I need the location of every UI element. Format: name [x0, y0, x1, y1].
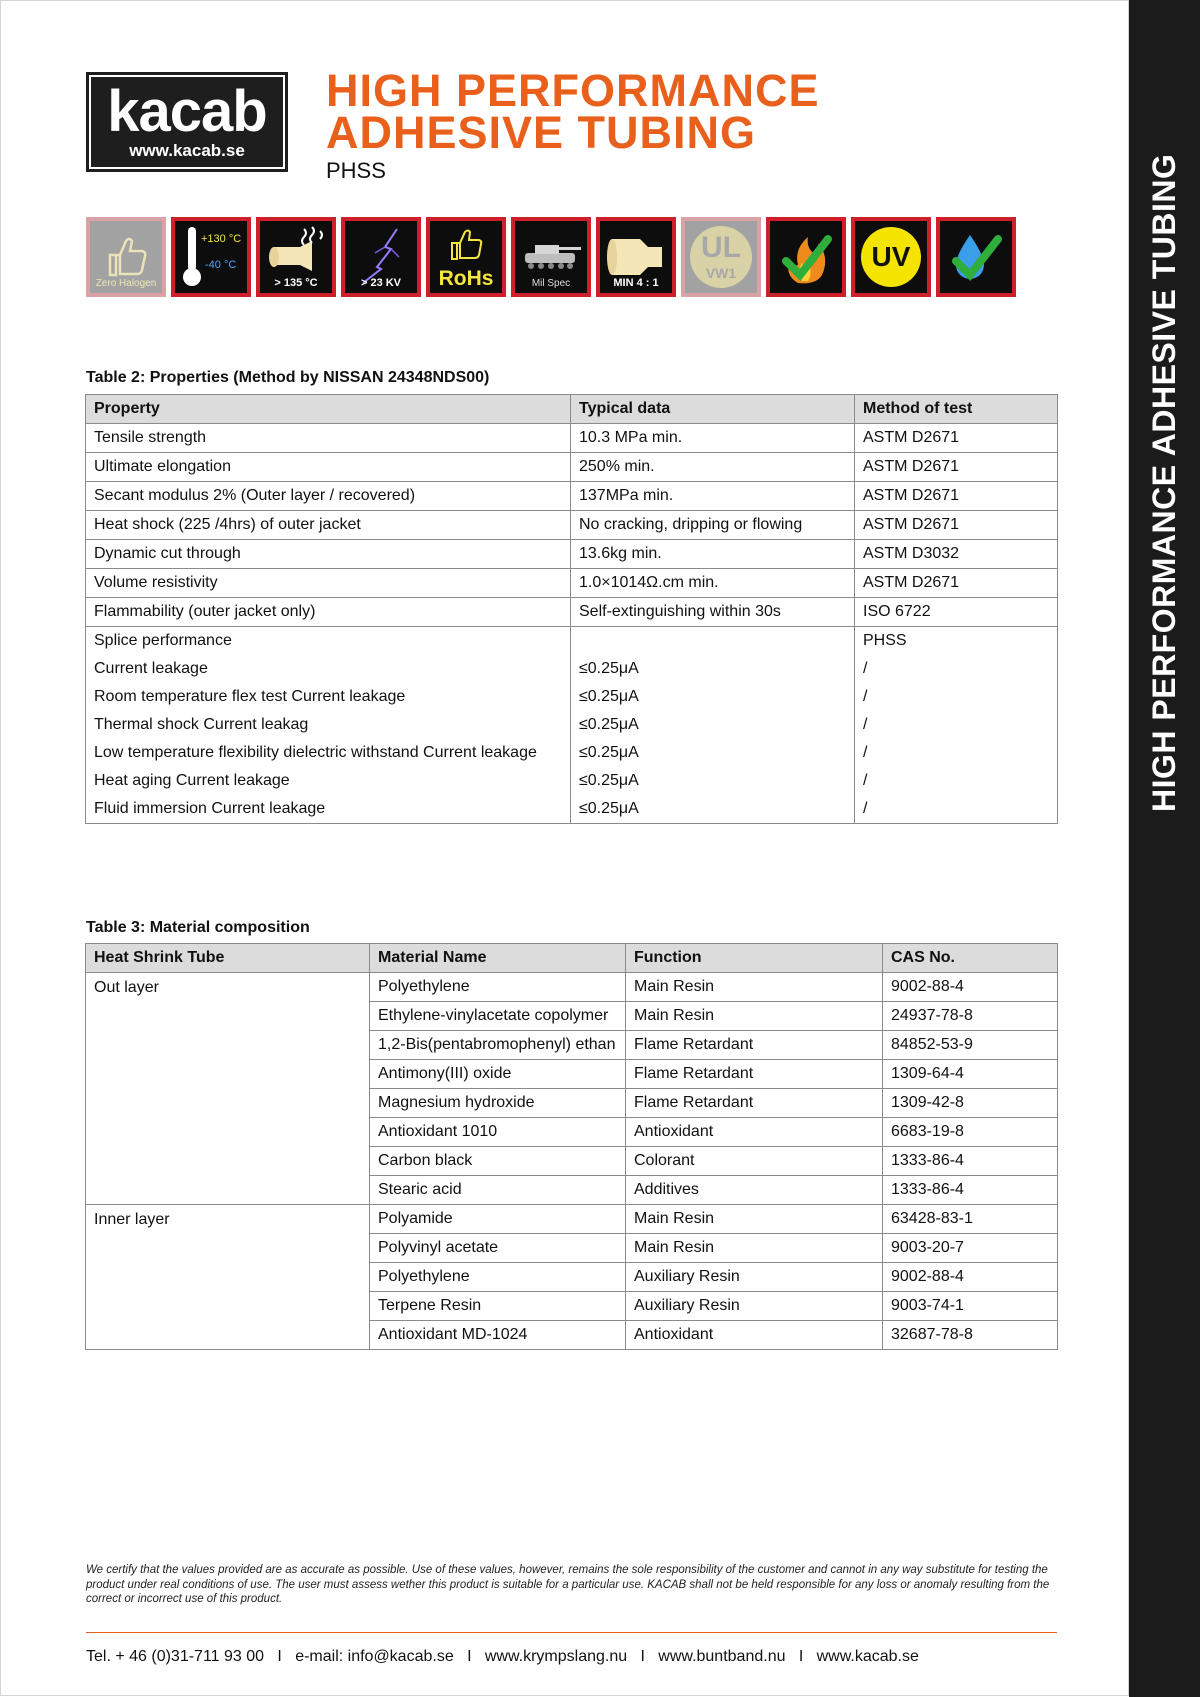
table-cell: Main Resin — [626, 1002, 883, 1031]
footer-contact — [86, 1648, 919, 1666]
table-row — [86, 511, 1058, 540]
table-cell: 24937-78-8 — [883, 1002, 1058, 1031]
column-header: Function — [626, 944, 883, 973]
logo-url: www.kacab.se — [129, 141, 245, 160]
table-row — [86, 973, 1058, 1002]
footer-separator: I — [640, 1648, 645, 1665]
table-cell: ≤0.25μA — [571, 711, 855, 739]
table-cell — [571, 627, 855, 656]
table-cell: / — [855, 739, 1058, 767]
table2-caption: Table 2: Properties (Method by NISSAN 24348NDS00) — [86, 369, 490, 386]
kacab-logo — [86, 72, 288, 172]
table-row — [86, 598, 1058, 627]
table-cell: / — [855, 795, 1058, 824]
column-header: Property — [86, 395, 571, 424]
footer-separator: I — [798, 1648, 804, 1665]
vw1-label: VW1 — [705, 265, 737, 281]
table-cell: Thermal shock Current leakag — [86, 711, 571, 739]
table-cell: 250% min. — [571, 453, 855, 482]
footer-phone: Tel. + 46 (0)31-711 93 00 — [86, 1648, 265, 1665]
table-cell: Antimony(III) oxide — [370, 1060, 626, 1089]
table-row — [86, 424, 1058, 453]
table-cell: 1309-64-4 — [883, 1060, 1058, 1089]
table-cell: Additives — [626, 1176, 883, 1205]
table-cell: 10.3 MPa min. — [571, 424, 855, 453]
rohs-icon — [426, 217, 506, 297]
table-cell: 9002-88-4 — [883, 1263, 1058, 1292]
footer-link-kacab[interactable]: www.kacab.se — [816, 1648, 919, 1665]
table-cell: ≤0.25μA — [571, 767, 855, 795]
table-cell: ASTM D3032 — [855, 540, 1058, 569]
icon-label: Zero Halogen — [95, 278, 157, 289]
table-cell: Flame Retardant — [626, 1060, 883, 1089]
footer-divider — [86, 1632, 1057, 1633]
table-row — [86, 1205, 1058, 1234]
table-cell: ASTM D2671 — [855, 511, 1058, 540]
table-cell: 1309-42-8 — [883, 1089, 1058, 1118]
table-cell: Volume resistivity — [86, 569, 571, 598]
table-cell: Magnesium hydroxide — [370, 1089, 626, 1118]
table-header-row — [86, 944, 1058, 973]
table-cell: Heat shock (225 /4hrs) of outer jacket — [86, 511, 571, 540]
water-resistant-icon — [936, 217, 1016, 297]
ul-vw1-icon — [681, 217, 761, 297]
table3-caption: Table 3: Material composition — [86, 919, 310, 936]
table-cell: ASTM D2671 — [855, 424, 1058, 453]
table-cell: 9003-74-1 — [883, 1292, 1058, 1321]
properties-table — [85, 394, 1058, 824]
table-row — [86, 482, 1058, 511]
title-line-1: HIGH PERFORMANCE — [326, 65, 820, 116]
table-cell: / — [855, 683, 1058, 711]
table-cell: ASTM D2671 — [855, 569, 1058, 598]
table-cell: Carbon black — [370, 1147, 626, 1176]
table-cell: Flame Retardant — [626, 1089, 883, 1118]
table-cell: ASTM D2671 — [855, 482, 1058, 511]
table-cell: Polyethylene — [370, 1263, 626, 1292]
table-cell: Terpene Resin — [370, 1292, 626, 1321]
table-row — [86, 569, 1058, 598]
table-cell: ≤0.25μA — [571, 683, 855, 711]
temperature-range-icon — [171, 217, 251, 297]
icon-label: Mil Spec — [531, 278, 571, 289]
table-cell: Polyvinyl acetate — [370, 1234, 626, 1263]
table-cell: ≤0.25μA — [571, 795, 855, 824]
icon-label: MIN 4 : 1 — [613, 277, 659, 289]
table-row — [86, 767, 1058, 795]
table-cell: Ethylene-vinylacetate copolymer — [370, 1002, 626, 1031]
table-cell: Main Resin — [626, 973, 883, 1002]
footer-email[interactable]: e-mail: info@kacab.se — [295, 1648, 454, 1665]
table-cell: Auxiliary Resin — [626, 1263, 883, 1292]
footer-separator: I — [277, 1648, 282, 1665]
table-cell: 6683-19-8 — [883, 1118, 1058, 1147]
temp-high-label: +130 °C — [201, 233, 242, 245]
table-row — [86, 795, 1058, 824]
table-cell: 1.0×1014Ω.cm min. — [571, 569, 855, 598]
table-cell: Low temperature flexibility dielectric withstand Current leakage — [86, 739, 571, 767]
table-cell: 13.6kg min. — [571, 540, 855, 569]
zero-halogen-icon — [86, 217, 166, 297]
table-row — [86, 655, 1058, 683]
ul-label: UL — [701, 231, 741, 264]
table-cell: 1333-86-4 — [883, 1176, 1058, 1205]
voltage-icon — [341, 217, 421, 297]
table-cell: ≤0.25μA — [571, 655, 855, 683]
table-cell: Flammability (outer jacket only) — [86, 598, 571, 627]
shrink-temperature-icon — [256, 217, 336, 297]
table-cell: Tensile strength — [86, 424, 571, 453]
table-cell: Antioxidant MD-1024 — [370, 1321, 626, 1350]
column-header: Method of test — [855, 395, 1058, 424]
table-cell: 84852-53-9 — [883, 1031, 1058, 1060]
table-cell: Splice performance — [86, 627, 571, 656]
table-cell: 9002-88-4 — [883, 973, 1058, 1002]
table-row — [86, 683, 1058, 711]
footer-link-krympslang[interactable]: www.krympslang.nu — [484, 1648, 628, 1665]
table-cell: Fluid immersion Current leakage — [86, 795, 571, 824]
table-cell: Main Resin — [626, 1205, 883, 1234]
table-cell: PHSS — [855, 627, 1058, 656]
table-cell: No cracking, dripping or flowing — [571, 511, 855, 540]
column-header: Typical data — [571, 395, 855, 424]
table-cell: Heat aging Current leakage — [86, 767, 571, 795]
feature-icons — [86, 217, 1016, 297]
table-cell: Dynamic cut through — [86, 540, 571, 569]
table-cell: Stearic acid — [370, 1176, 626, 1205]
icon-label: > 135 °C — [274, 277, 318, 289]
table-cell: Room temperature flex test Current leakage — [86, 683, 571, 711]
temp-low-label: -40 °C — [205, 259, 237, 271]
icon-label: RoHs — [438, 267, 494, 290]
uv-resistant-icon — [851, 217, 931, 297]
flame-resistant-icon — [766, 217, 846, 297]
table-cell: Colorant — [626, 1147, 883, 1176]
table-cell: Self-extinguishing within 30s — [571, 598, 855, 627]
table-row — [86, 540, 1058, 569]
table-cell: Flame Retardant — [626, 1031, 883, 1060]
table-cell: 63428-83-1 — [883, 1205, 1058, 1234]
table-cell: Antioxidant — [626, 1118, 883, 1147]
table-cell: 9003-20-7 — [883, 1234, 1058, 1263]
disclaimer-text: We certify that the values provided are as accurate as possible. Use of these values, however, remains the sole responsibility of the customer and cannot in any way substitute for testing the product under real conditions of use. The user must assess wether this product is suitable for a particular use. KACAB shall not be held responsible for any loss or anomaly resulting from the correct or incorrect use of this product. — [86, 1564, 1050, 1605]
table-cell: ISO 6722 — [855, 598, 1058, 627]
shrink-ratio-icon — [596, 217, 676, 297]
product-code: PHSS — [326, 158, 386, 183]
table-row — [86, 627, 1058, 656]
layer-cell: Out layer — [86, 973, 370, 1205]
table-cell: 137MPa min. — [571, 482, 855, 511]
table-row — [86, 739, 1058, 767]
layer-cell: Inner layer — [86, 1205, 370, 1350]
table-cell: / — [855, 767, 1058, 795]
footer-link-buntband[interactable]: www.buntband.nu — [658, 1648, 786, 1665]
table-cell: Current leakage — [86, 655, 571, 683]
table-header-row — [86, 395, 1058, 424]
icon-label: > 23 KV — [360, 277, 402, 289]
table-cell: 32687-78-8 — [883, 1321, 1058, 1350]
footer-separator: I — [467, 1648, 472, 1665]
table-cell: Antioxidant 1010 — [370, 1118, 626, 1147]
table-cell: ASTM D2671 — [855, 453, 1058, 482]
table-cell: ≤0.25μA — [571, 739, 855, 767]
table-cell: 1333-86-4 — [883, 1147, 1058, 1176]
page-title — [326, 65, 820, 158]
table-row — [86, 453, 1058, 482]
table-cell: Antioxidant — [626, 1321, 883, 1350]
table-cell: Polyamide — [370, 1205, 626, 1234]
table-cell: Ultimate elongation — [86, 453, 571, 482]
mil-spec-icon — [511, 217, 591, 297]
uv-label: UV — [871, 241, 911, 272]
table-cell: Main Resin — [626, 1234, 883, 1263]
title-line-2: ADHESIVE TUBING — [326, 107, 757, 158]
table-row — [86, 711, 1058, 739]
table-cell: / — [855, 711, 1058, 739]
column-header: Heat Shrink Tube — [86, 944, 370, 973]
column-header: CAS No. — [883, 944, 1058, 973]
logo-name: kacab — [107, 79, 267, 144]
table-cell: Secant modulus 2% (Outer layer / recovered) — [86, 482, 571, 511]
column-header: Material Name — [370, 944, 626, 973]
table-cell: Polyethylene — [370, 973, 626, 1002]
table-cell: Auxiliary Resin — [626, 1292, 883, 1321]
side-banner-text: HIGH PERFORMANCE ADHESIVE TUBING — [1146, 153, 1182, 812]
material-composition-table — [85, 943, 1058, 1350]
table-cell: / — [855, 655, 1058, 683]
table-cell: 1,2-Bis(pentabromophenyl) ethan — [370, 1031, 626, 1060]
